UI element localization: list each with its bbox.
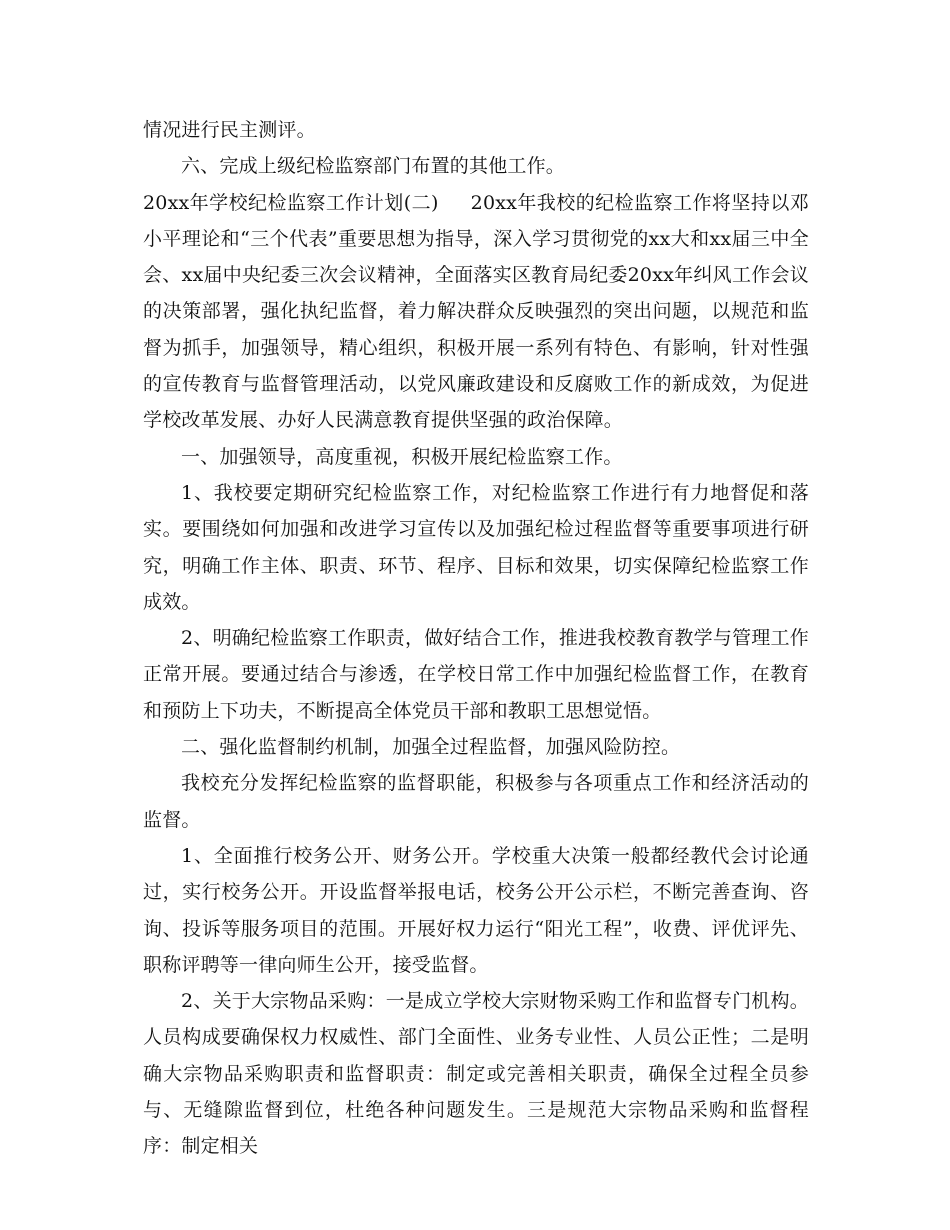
section-heading: 20xx年学校纪检监察工作计划(二): [143, 191, 439, 214]
paragraph-4: 一、加强领导，高度重视，积极开展纪检监察工作。: [181, 445, 623, 468]
paragraph-6: 2、明确纪检监察工作职责，做好结合工作，推进我校教育教学与管理工作正常开展。要通过结合与渗透，在学校日常工作中加强纪检监督工作，在教育和预防上下功夫，不断提高全体党员干部和教职工思想觉悟。: [143, 627, 809, 722]
paragraph-3-text: 20xx年我校的纪检监察工作将坚持以邓小平理论和“三个代表”重要思想为指导，深入学习贯彻党的xx大和xx届三中全会、xx届中央纪委三次会议精神，全面落实区教育局纪委20xx年纠风工作会议的决策部署，强化执纪监督，着力解决群众反映强烈的突出问题，以规范和监督为抓手，加强领导，精心组织，积极开展一系列有特色、有影响，针对性强的宣传教育与监督管理活动，以党风廉政建设和反腐败工作的新成效，为促进学校改革发展、办好人民满意教育提供坚强的政治保障。: [143, 191, 809, 432]
paragraph-3: [143, 185, 809, 439]
paragraph-1: 情况进行民主测评。: [143, 119, 316, 141]
paragraph-7: 二、强化监督制约机制，加强全过程监督，加强风险防控。: [181, 736, 681, 759]
paragraph-9: 1、全面推行校务公开、财务公开。学校重大决策一般都经教代会讨论通过，实行校务公开。开设监督举报电话，校务公开公示栏，不断完善查询、咨询、投诉等服务项目的范围。开展好权力运行“阳光工程”，收费、评优评先、职称评聘等一律向师生公开，接受监督。: [143, 844, 809, 976]
paragraph-2: 六、完成上级纪检监察部门布置的其他工作。: [181, 155, 566, 178]
document-body: [143, 112, 809, 1165]
paragraph-8: 我校充分发挥纪检监察的监督职能，积极参与各项重点工作和经济活动的监督。: [143, 772, 809, 831]
paragraph-5: 1、我校要定期研究纪检监察工作，对纪检监察工作进行有力地督促和落实。要围绕如何加强和改进学习宣传以及加强纪检过程监督等重要事项进行研究，明确工作主体、职责、环节、程序、目标和效果，切实保障纪检监察工作成效。: [143, 481, 809, 613]
paragraph-10: 2、关于大宗物品采购：一是成立学校大宗财物采购工作和监督专门机构。人员构成要确保权力权威性、部门全面性、业务专业性、人员公正性；二是明确大宗物品采购职责和监督职责：制定或完善相关职责，确保全过程全员参与、无缝隙监督到位，杜绝各种问题发生。三是规范大宗物品采购和监督程序：制定相关: [143, 990, 809, 1158]
